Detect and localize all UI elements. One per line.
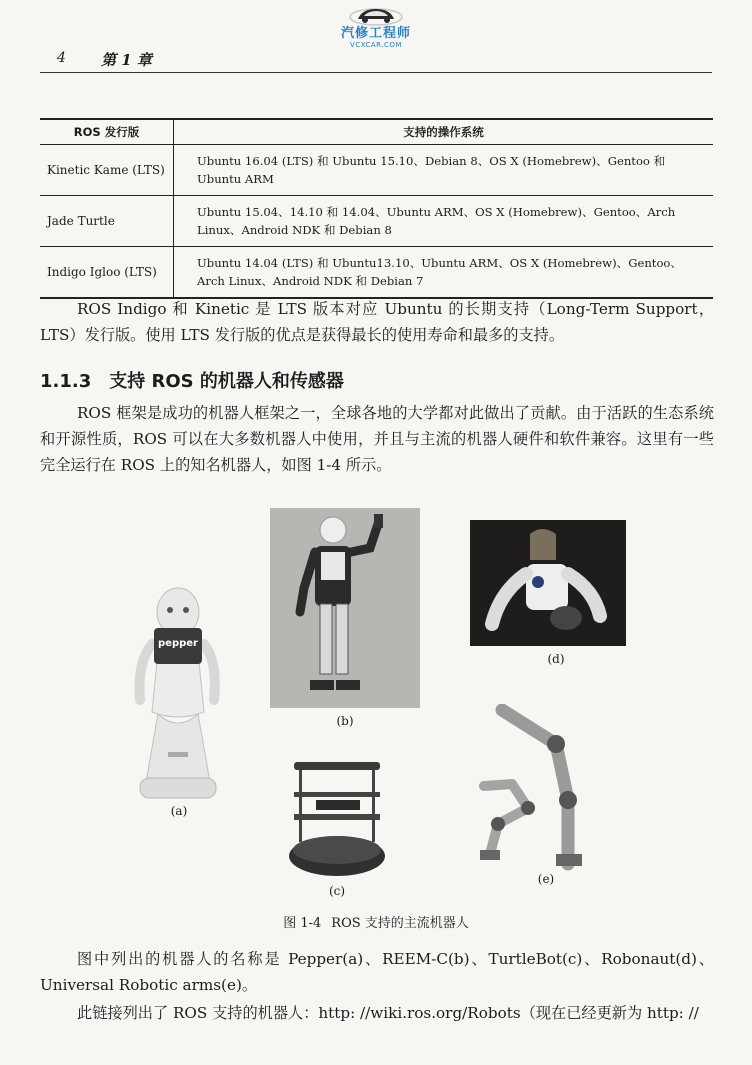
page-number: 4 — [57, 50, 66, 66]
turtlebot-robot-photo — [282, 756, 392, 884]
watermark-title: 汽修工程师 — [340, 26, 411, 41]
figure-label-d: (d) — [547, 652, 565, 666]
table-cell-release: Kinetic Kame (LTS) — [40, 145, 174, 196]
table-cell-os — [174, 145, 714, 196]
paragraph-lts: ROS Indigo 和 Kinetic 是 LTS 版本对应 Ubuntu 的长期支持（Long-Term Support，LTS）发行版。使用 LTS 发行版的优点是获得最长的使用寿命和最多的支持。 — [40, 300, 714, 344]
table-header-row — [40, 119, 713, 145]
table-cell-os — [174, 196, 714, 247]
table-cell-os-text: Ubuntu 16.04 (LTS) 和 Ubuntu 15.10、Debian 8、OS X (Homebrew)、Gentoo 和 Ubuntu ARM — [197, 154, 666, 186]
table-row — [40, 247, 713, 299]
reem-c-robot-photo — [270, 508, 420, 708]
paragraph-robots-intro: ROS 框架是成功的机器人框架之一，全球各地的大学都对此做出了贡献。由于活跃的生态系统和开源性质，ROS 可以在大多数机器人中使用，并且与主流的机器人硬件和软件兼容。这里有一些完全运行在 ROS 上的知名机器人，如图 1-4 所示。 — [40, 404, 714, 474]
watermark-logo — [318, 4, 434, 52]
figure-label-e: (e) — [537, 872, 555, 886]
figure-label-a: (a) — [170, 804, 188, 818]
car-logo-icon — [348, 4, 404, 26]
table-header-release: ROS 发行版 — [40, 119, 174, 145]
pepper-screen-text: pepper — [158, 638, 198, 649]
figure-label-c: (c) — [328, 884, 346, 898]
chapter-label: 第 1 章 — [101, 51, 152, 69]
table-header-os: 支持的操作系统 — [174, 119, 714, 145]
figure-caption-label: 图 1-4 — [283, 916, 322, 931]
table-cell-os — [174, 247, 714, 299]
table-cell-release: Indigo Igloo (LTS) — [40, 247, 174, 299]
ros-release-table — [40, 118, 713, 299]
figure-caption-text: ROS 支持的主流机器人 — [331, 916, 469, 931]
figure-label-b: (b) — [336, 714, 354, 728]
pepper-robot-photo — [112, 582, 242, 804]
figure-caption — [0, 912, 752, 931]
robonaut-robot-photo — [470, 520, 626, 646]
universal-robot-arms-photo — [472, 704, 632, 872]
watermark-subtitle: VCXCAR.COM — [350, 41, 402, 49]
section-title: 支持 ROS 的机器人和传感器 — [109, 371, 344, 392]
section-number: 1.1.3 — [40, 371, 92, 392]
paragraph-robots-link: 此链接列出了 ROS 支持的机器人：http: //wiki.ros.org/Robots（现在已经更新为 http: // — [77, 1004, 699, 1022]
section-heading — [40, 367, 344, 393]
table-cell-os-text: Ubuntu 15.04、14.10 和 14.04、Ubuntu ARM、OS X (Homebrew)、Gentoo、Arch Linux、Android NDK 和 Debian 8 — [197, 205, 676, 237]
table-row — [40, 145, 713, 196]
table-row — [40, 196, 713, 247]
table-cell-release: Jade Turtle — [40, 196, 174, 247]
paragraph-robot-names: 图中列出的机器人的名称是 Pepper(a)、REEM-C(b)、TurtleBot(c)、Robonaut(d)、Universal Robotic arms(e)。 — [40, 950, 714, 994]
figure-robots — [0, 500, 752, 910]
header-rule — [40, 72, 712, 73]
table-cell-os-text: Ubuntu 14.04 (LTS) 和 Ubuntu13.10、Ubuntu ARM、OS X (Homebrew)、Gentoo、Arch Linux、Android NDK 和 Debian 7 — [197, 256, 683, 288]
